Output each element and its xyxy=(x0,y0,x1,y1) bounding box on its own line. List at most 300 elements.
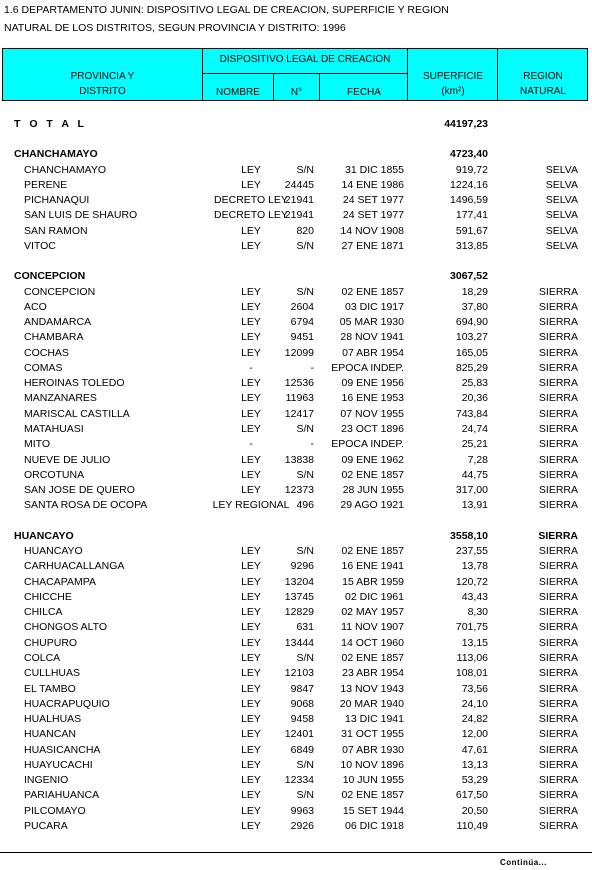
cell-region: SIERRA xyxy=(538,529,578,542)
cell-fecha: 10 JUN 1955 xyxy=(342,774,404,787)
cell-nombre: LEY xyxy=(241,178,261,191)
cell-numero: 9296 xyxy=(290,560,314,573)
table-row xyxy=(0,666,592,681)
cell-nombre: LEY REGIONAL xyxy=(212,499,290,512)
cell-name: ACO xyxy=(24,300,47,313)
cell-numero: 9068 xyxy=(290,697,314,710)
cell-numero: 24445 xyxy=(284,178,314,191)
cell-numero: 12099 xyxy=(284,346,314,359)
cell-numero: 631 xyxy=(296,621,314,634)
cell-name: MARISCAL CASTILLA xyxy=(24,407,130,420)
cell-numero: 13838 xyxy=(284,453,314,466)
cell-superficie: 165,05 xyxy=(455,346,488,359)
cell-superficie: 617,50 xyxy=(455,789,488,802)
cell-fecha: 31 OCT 1955 xyxy=(341,728,404,741)
cell-superficie: 743,84 xyxy=(455,407,488,420)
cell-nombre: LEY xyxy=(241,697,261,710)
cell-numero: 13444 xyxy=(284,636,314,649)
cell-nombre: LEY xyxy=(241,484,261,497)
header-divider xyxy=(202,73,408,74)
cell-name: HUANCAN xyxy=(24,728,76,741)
cell-nombre: LEY xyxy=(241,377,261,390)
cell-fecha: 02 MAY 1957 xyxy=(341,606,404,619)
cell-superficie: 120,72 xyxy=(455,575,488,588)
cell-numero: - xyxy=(310,438,314,451)
cell-region: SIERRA xyxy=(538,361,578,374)
cell-region: SIERRA xyxy=(538,300,578,313)
cell-numero: S/N xyxy=(296,285,314,298)
table-header xyxy=(2,48,588,101)
cell-name: MANZANARES xyxy=(24,392,97,405)
table-row xyxy=(0,483,592,498)
cell-fecha: 20 MAR 1940 xyxy=(339,697,404,710)
header-provincia: PROVINCIA Y xyxy=(70,71,135,82)
table-row xyxy=(0,498,592,513)
cell-region: SIERRA xyxy=(538,407,578,420)
cell-name: SAN JOSE DE QUERO xyxy=(24,484,135,497)
cell-fecha: 07 ABR 1930 xyxy=(342,743,404,756)
table-row xyxy=(0,712,592,727)
page-title-line-2: NATURAL DE LOS DISTRITOS, SEGUN PROVINCIA Y DISTRITO: 1996 xyxy=(4,22,346,34)
cell-fecha: 06 DIC 1918 xyxy=(345,820,404,833)
cell-nombre: LEY xyxy=(241,239,261,252)
cell-name: PUCARA xyxy=(24,820,68,833)
cell-fecha: 31 DIC 1855 xyxy=(345,163,404,176)
table-row xyxy=(0,407,592,422)
cell-name: COMAS xyxy=(24,361,63,374)
cell-nombre: LEY xyxy=(241,820,261,833)
cell-name: CULLHUAS xyxy=(24,667,81,680)
province-row xyxy=(0,529,592,544)
cell-superficie: 8,30 xyxy=(467,606,488,619)
cell-numero: S/N xyxy=(296,239,314,252)
table-row xyxy=(0,697,592,712)
cell-fecha: 23 ABR 1954 xyxy=(342,667,404,680)
cell-superficie: 47,61 xyxy=(461,743,488,756)
cell-region: SELVA xyxy=(545,209,578,222)
cell-region: SIERRA xyxy=(538,560,578,573)
cell-superficie: 13,13 xyxy=(461,758,488,771)
cell-region: SIERRA xyxy=(538,774,578,787)
cell-fecha: 16 ENE 1953 xyxy=(341,392,404,405)
cell-fecha: 29 AGO 1921 xyxy=(340,499,404,512)
cell-name: PICHANAQUI xyxy=(24,194,90,207)
table-row xyxy=(0,346,592,361)
cell-superficie: 24,74 xyxy=(461,423,488,436)
table-row xyxy=(0,376,592,391)
cell-numero: S/N xyxy=(296,789,314,802)
cell-name: HUANCAYO xyxy=(24,545,83,557)
cell-region: SIERRA xyxy=(538,820,578,833)
table-row xyxy=(0,773,592,788)
cell-numero: 9847 xyxy=(290,682,314,695)
table-row xyxy=(0,804,592,819)
cell-name: CHONGOS ALTO xyxy=(24,621,108,634)
cell-nombre: LEY xyxy=(241,774,261,787)
cell-numero: 12103 xyxy=(284,667,314,680)
cell-name: PERENE xyxy=(24,178,68,191)
cell-superficie: 103,27 xyxy=(455,331,488,344)
cell-numero: S/N xyxy=(296,651,314,664)
cell-fecha: 11 NOV 1907 xyxy=(341,621,404,634)
cell-nombre: LEY xyxy=(241,713,261,726)
cell-numero: 9458 xyxy=(290,713,314,726)
cell-superficie: 1496,59 xyxy=(450,194,488,207)
cell-fecha: 02 ENE 1857 xyxy=(341,789,404,802)
cell-nombre: LEY xyxy=(241,575,261,588)
cell-fecha: 02 ENE 1857 xyxy=(341,651,404,664)
province-row xyxy=(0,269,592,284)
table-row xyxy=(0,636,592,651)
table-row xyxy=(0,651,592,666)
cell-superficie: 44197,23 xyxy=(444,118,488,130)
cell-region: SIERRA xyxy=(538,285,578,298)
cell-nombre: LEY xyxy=(241,407,261,420)
cell-nombre: LEY xyxy=(241,545,261,557)
cell-fecha: 10 NOV 1896 xyxy=(340,758,404,771)
cell-superficie: 108,01 xyxy=(455,667,488,680)
cell-fecha: 16 ENE 1941 xyxy=(341,560,404,573)
cell-name: CHUPURO xyxy=(24,636,78,649)
cell-nombre: LEY xyxy=(241,346,261,359)
cell-nombre: LEY xyxy=(241,300,261,313)
cell-fecha: 14 NOV 1908 xyxy=(340,224,404,237)
cell-superficie: 701,75 xyxy=(455,621,488,634)
cell-nombre: LEY xyxy=(241,316,261,329)
table-row xyxy=(0,422,592,437)
bottom-rule xyxy=(0,852,592,853)
header-superficie-unit: (km²) xyxy=(441,86,465,97)
cell-fecha: 14 ENE 1986 xyxy=(341,178,404,191)
cell-region: SIERRA xyxy=(538,667,578,680)
table-row xyxy=(0,575,592,590)
continued-note: Continúa... xyxy=(500,858,547,867)
cell-region: SIERRA xyxy=(538,713,578,726)
cell-fecha: 05 MAR 1930 xyxy=(339,316,404,329)
cell-nombre: LEY xyxy=(241,590,261,603)
cell-region: SELVA xyxy=(545,163,578,176)
header-distrito: DISTRITO xyxy=(79,86,126,97)
cell-name: CHAMBARA xyxy=(24,331,84,344)
cell-fecha: 13 NOV 1943 xyxy=(340,682,404,695)
cell-nombre: LEY xyxy=(241,667,261,680)
cell-region: SIERRA xyxy=(538,651,578,664)
table-row xyxy=(0,239,592,254)
cell-superficie: 24,82 xyxy=(461,713,488,726)
cell-name: CHILCA xyxy=(24,606,63,619)
cell-superficie: 13,15 xyxy=(461,636,488,649)
cell-fecha: 09 ENE 1962 xyxy=(341,453,404,466)
cell-numero: 13204 xyxy=(284,575,314,588)
cell-superficie: 13,91 xyxy=(461,499,488,512)
table-row xyxy=(0,163,592,178)
cell-numero: S/N xyxy=(296,545,314,557)
cell-region: SELVA xyxy=(545,224,578,237)
cell-fecha: 02 ENE 1857 xyxy=(341,468,404,481)
cell-nombre: LEY xyxy=(241,636,261,649)
cell-superficie: 13,78 xyxy=(461,560,488,573)
cell-superficie: 73,56 xyxy=(461,682,488,695)
table-row xyxy=(0,788,592,803)
cell-name: EL TAMBO xyxy=(24,682,76,695)
cell-nombre: DECRETO LEY xyxy=(214,194,288,207)
cell-superficie: 694,90 xyxy=(455,316,488,329)
table-row xyxy=(0,743,592,758)
cell-name: HUALHUAS xyxy=(24,713,82,726)
table-row xyxy=(0,437,592,452)
cell-region: SELVA xyxy=(545,194,578,207)
cell-nombre: LEY xyxy=(241,728,261,741)
cell-region: SIERRA xyxy=(538,682,578,695)
cell-name: HUACRAPUQUIO xyxy=(24,697,110,710)
cell-region: SELVA xyxy=(545,178,578,191)
cell-nombre: LEY xyxy=(241,743,261,756)
cell-name: CARHUACALLANGA xyxy=(24,560,125,573)
cell-superficie: 177,41 xyxy=(455,209,488,222)
cell-name: PILCOMAYO xyxy=(24,804,86,817)
cell-superficie: 18,29 xyxy=(461,285,488,298)
cell-region: SIERRA xyxy=(538,606,578,619)
cell-name: SAN RAMON xyxy=(24,224,88,237)
cell-numero: 12417 xyxy=(284,407,314,420)
cell-name: HUANCAYO xyxy=(14,529,74,542)
cell-name: MITO xyxy=(24,438,51,451)
cell-numero: - xyxy=(310,361,314,374)
cell-name: COLCA xyxy=(24,651,61,664)
cell-region: SIERRA xyxy=(538,392,578,405)
cell-region: SIERRA xyxy=(538,377,578,390)
cell-numero: 12829 xyxy=(284,606,314,619)
cell-superficie: 7,28 xyxy=(467,453,488,466)
cell-numero: 21941 xyxy=(284,194,314,207)
table-row xyxy=(0,682,592,697)
cell-name: CONCEPCION xyxy=(14,270,86,283)
cell-name: VITOC xyxy=(24,239,56,252)
table-row xyxy=(0,590,592,605)
cell-region: SIERRA xyxy=(538,575,578,588)
cell-superficie: 43,43 xyxy=(461,590,488,603)
cell-superficie: 53,29 xyxy=(461,774,488,787)
cell-superficie: 313,85 xyxy=(455,239,488,252)
cell-nombre: LEY xyxy=(241,789,261,802)
cell-region: SIERRA xyxy=(538,346,578,359)
cell-region: SIERRA xyxy=(538,453,578,466)
table-row xyxy=(0,391,592,406)
cell-nombre: LEY xyxy=(241,560,261,573)
table-row xyxy=(0,727,592,742)
table-row xyxy=(0,605,592,620)
cell-nombre: LEY xyxy=(241,423,261,436)
cell-name: CHANCHAMAYO xyxy=(24,163,107,176)
cell-region: SIERRA xyxy=(538,789,578,802)
cell-name: INGENIO xyxy=(24,774,69,787)
cell-superficie: 919,72 xyxy=(455,163,488,176)
cell-superficie: 113,06 xyxy=(456,651,488,664)
table-row xyxy=(0,559,592,574)
cell-nombre: - xyxy=(249,361,253,374)
cell-superficie: 825,29 xyxy=(455,361,488,374)
cell-region: SIERRA xyxy=(538,728,578,741)
cell-nombre: LEY xyxy=(241,453,261,466)
cell-region: SIERRA xyxy=(538,636,578,649)
cell-numero: 496 xyxy=(296,499,314,512)
cell-region: SIERRA xyxy=(538,468,578,481)
cell-name: COCHAS xyxy=(24,346,69,359)
cell-fecha: 13 DIC 1941 xyxy=(345,713,404,726)
cell-superficie: 24,10 xyxy=(461,697,488,710)
cell-nombre: DECRETO LEY xyxy=(214,209,288,222)
cell-name: CHACAPAMPA xyxy=(24,575,96,588)
table-row xyxy=(0,285,592,300)
cell-numero: 9963 xyxy=(290,804,314,817)
cell-nombre: LEY xyxy=(241,621,261,634)
table-row xyxy=(0,330,592,345)
cell-region: SIERRA xyxy=(538,438,578,451)
cell-superficie: 25,83 xyxy=(461,377,488,390)
cell-fecha: 28 NOV 1941 xyxy=(340,331,404,344)
cell-name: SANTA ROSA DE OCOPA xyxy=(24,499,148,512)
cell-numero: 2926 xyxy=(290,820,314,833)
cell-numero: S/N xyxy=(296,468,314,481)
header-numero: N° xyxy=(290,87,303,98)
cell-numero: 820 xyxy=(296,224,314,237)
cell-numero: 11963 xyxy=(285,392,314,405)
table-row xyxy=(0,819,592,834)
cell-numero: 12401 xyxy=(284,728,314,741)
table-row xyxy=(0,620,592,635)
cell-name: SAN LUIS DE SHAURO xyxy=(24,209,138,222)
cell-fecha: EPOCA INDEP. xyxy=(331,438,404,451)
header-superficie: SUPERFICIE xyxy=(422,71,483,82)
cell-name: CHICCHE xyxy=(24,590,72,603)
cell-fecha: 24 SET 1977 xyxy=(342,209,404,222)
cell-nombre: LEY xyxy=(241,392,261,405)
cell-name: NUEVE DE JULIO xyxy=(24,453,111,466)
table-row xyxy=(0,315,592,330)
cell-numero: S/N xyxy=(296,758,314,771)
cell-region: SIERRA xyxy=(538,423,578,436)
cell-nombre: LEY xyxy=(241,468,261,481)
cell-nombre: LEY xyxy=(241,224,261,237)
cell-superficie: 4723,40 xyxy=(450,148,488,161)
cell-numero: 12536 xyxy=(284,377,314,390)
cell-fecha: 23 OCT 1896 xyxy=(341,423,404,436)
cell-numero: 6849 xyxy=(290,743,314,756)
cell-superficie: 110,49 xyxy=(456,820,488,833)
cell-fecha: 02 ENE 1857 xyxy=(341,545,404,557)
cell-numero: S/N xyxy=(296,163,314,176)
cell-region: SIERRA xyxy=(538,545,578,557)
header-region: REGION xyxy=(523,71,563,82)
cell-superficie: 25,21 xyxy=(461,438,488,451)
table-row xyxy=(0,208,592,223)
table-row xyxy=(0,193,592,208)
cell-region: SIERRA xyxy=(538,484,578,497)
table-row xyxy=(0,453,592,468)
cell-name: CHANCHAMAYO xyxy=(14,148,98,161)
cell-nombre: LEY xyxy=(241,651,261,664)
page-title-line-1: 1.6 DEPARTAMENTO JUNIN: DISPOSITIVO LEGAL DE CREACION, SUPERFICIE Y REGION xyxy=(4,4,449,16)
cell-region: SIERRA xyxy=(538,621,578,634)
cell-name: MATAHUASI xyxy=(24,423,84,436)
cell-region: SELVA xyxy=(545,239,578,252)
province-row xyxy=(0,147,592,162)
cell-nombre: LEY xyxy=(241,606,261,619)
cell-superficie: 317,00 xyxy=(455,484,488,497)
cell-numero: 9451 xyxy=(290,331,314,344)
cell-region: SIERRA xyxy=(538,316,578,329)
cell-numero: 12373 xyxy=(284,484,314,497)
cell-superficie: 20,50 xyxy=(461,804,488,817)
cell-nombre: LEY xyxy=(241,163,261,176)
cell-name: HUAYUCACHI xyxy=(24,758,93,771)
cell-nombre: - xyxy=(249,438,253,451)
cell-name: PARIAHUANCA xyxy=(24,789,100,802)
header-fecha: FECHA xyxy=(347,87,381,98)
cell-numero: S/N xyxy=(296,423,314,436)
cell-superficie: 12,00 xyxy=(461,728,488,741)
cell-name: CONCEPCION xyxy=(24,285,96,298)
cell-fecha: 14 OCT 1960 xyxy=(341,636,404,649)
cell-region: SIERRA xyxy=(538,804,578,817)
cell-fecha: 07 ABR 1954 xyxy=(342,346,404,359)
cell-numero: 2604 xyxy=(290,300,314,313)
header-nombre: NOMBRE xyxy=(216,87,260,98)
cell-region: SIERRA xyxy=(538,499,578,512)
header-region-natural: NATURAL xyxy=(520,86,566,97)
cell-superficie: 1224,16 xyxy=(450,178,488,191)
cell-name: HEROINAS TOLEDO xyxy=(24,377,125,390)
cell-superficie: 3558,10 xyxy=(450,529,488,542)
table-row xyxy=(0,544,592,559)
table-row xyxy=(0,361,592,376)
table-row xyxy=(0,758,592,773)
cell-fecha: 27 ENE 1871 xyxy=(341,239,404,252)
cell-fecha: 28 JUN 1955 xyxy=(342,484,404,497)
table-row xyxy=(0,300,592,315)
cell-numero: 21941 xyxy=(284,209,314,222)
cell-fecha: 24 SET 1977 xyxy=(342,194,404,207)
cell-name: HUASICANCHA xyxy=(24,743,101,756)
cell-superficie: 44,75 xyxy=(461,468,488,481)
cell-name: ORCOTUNA xyxy=(24,468,85,481)
cell-region: SIERRA xyxy=(538,590,578,603)
cell-superficie: 37,80 xyxy=(461,300,488,313)
cell-fecha: 09 ENE 1956 xyxy=(341,377,404,390)
cell-name: T O T A L xyxy=(14,118,87,130)
cell-region: SIERRA xyxy=(538,331,578,344)
cell-region: SIERRA xyxy=(538,697,578,710)
cell-nombre: LEY xyxy=(241,758,261,771)
header-dispositivo: DISPOSITIVO LEGAL DE CREACION xyxy=(219,54,391,65)
table-row xyxy=(0,178,592,193)
cell-fecha: 02 DIC 1961 xyxy=(345,590,404,603)
cell-nombre: LEY xyxy=(241,331,261,344)
cell-superficie: 237,55 xyxy=(455,545,488,557)
cell-numero: 13745 xyxy=(284,590,314,603)
cell-fecha: EPOCA INDEP. xyxy=(331,361,404,374)
cell-nombre: LEY xyxy=(241,804,261,817)
cell-nombre: LEY xyxy=(241,285,261,298)
cell-name: ANDAMARCA xyxy=(24,316,92,329)
cell-region: SIERRA xyxy=(538,758,578,771)
cell-superficie: 20,36 xyxy=(461,392,488,405)
cell-region: SIERRA xyxy=(538,743,578,756)
cell-fecha: 07 NOV 1955 xyxy=(340,407,404,420)
cell-nombre: LEY xyxy=(241,682,261,695)
table-row xyxy=(0,468,592,483)
table-row xyxy=(0,224,592,239)
